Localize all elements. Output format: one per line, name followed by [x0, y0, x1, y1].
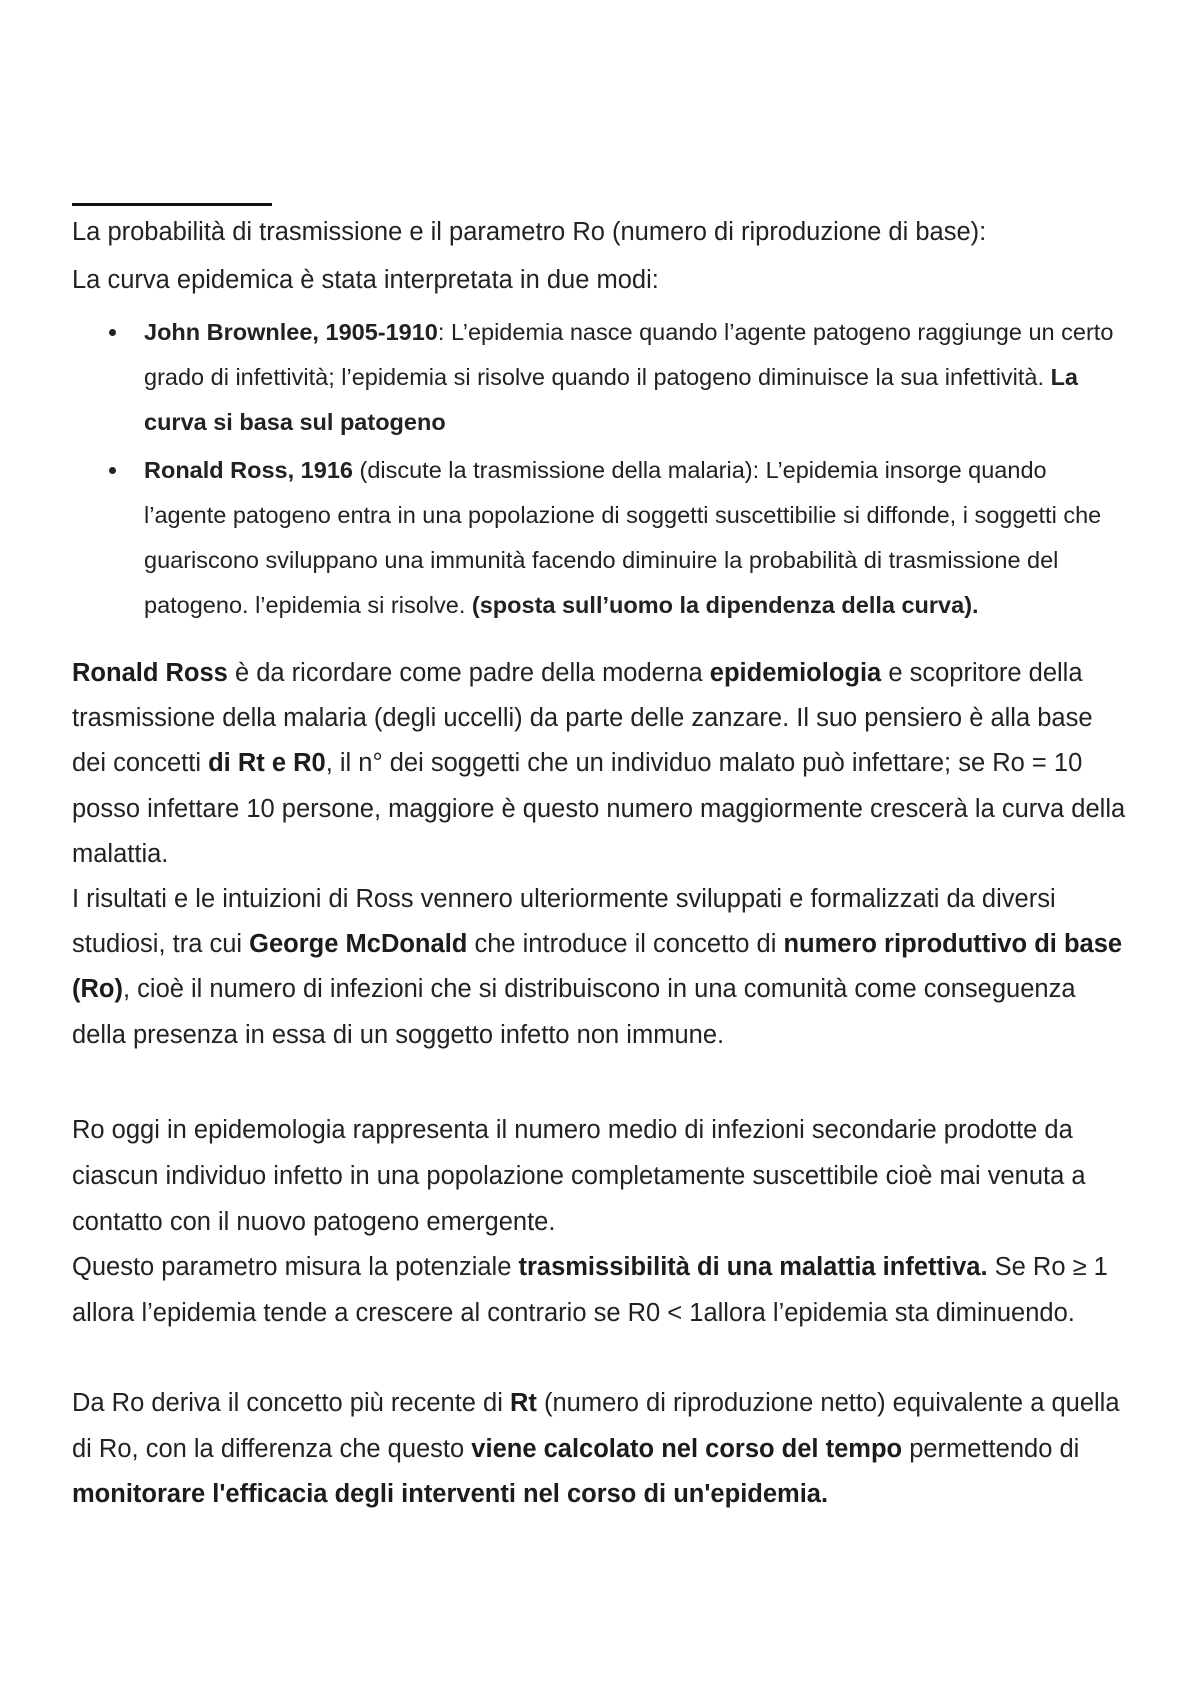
text: che introduce il concetto di	[467, 930, 784, 959]
bold-text: Ronald Ross, 1916	[144, 457, 353, 483]
text: La curva epidemica è stata interpretata in due modi:	[72, 266, 659, 294]
paragraph-ross	[72, 651, 1132, 877]
bold-text: Ronald Ross	[72, 659, 228, 687]
text: , il n° dei soggetti che un individuo malato può infettare; se Ro = 10 posso infettare 10 persone, maggiore è questo numero maggiormente crescerà la curva della malattia.	[72, 749, 1126, 868]
bullet-icon	[109, 467, 116, 474]
paragraph-rt	[72, 1381, 1132, 1518]
paragraph-transmissibility	[72, 1245, 1132, 1336]
bold-text: La curva si basa sul patogeno	[144, 364, 1079, 435]
bold-text: monitorare l'efficacia degli interventi nel corso di un'epidemia.	[72, 1480, 829, 1508]
list-item-text	[144, 319, 1113, 435]
paragraph-ro-definition	[72, 1107, 1132, 1245]
text: , cioè il numero di infezioni che si distribuiscono in una comunità come conseguenza della presenza in essa di un soggetto infetto non immune.	[72, 975, 1076, 1049]
text: Ro oggi in epidemologia rappresenta il numero medio di infezioni secondarie prodotte da ciascun individuo infetto in una popolazione completamente suscettibile cioè mai venuta a contatto con il nuovo patogeno emergente.	[72, 1116, 1086, 1236]
list-item-brownlee	[72, 310, 1132, 445]
interpretation-list	[72, 310, 1132, 628]
bold-text: (sposta sull’uomo la dipendenza della curva).	[471, 592, 979, 618]
text: (numero di riproduzione netto) equivalente a quella di Ro, con la differenza che questo	[72, 1389, 1120, 1463]
text: permettendo di	[902, 1434, 1080, 1463]
bold-text: Rt	[509, 1389, 537, 1417]
bold-text: viene calcolato nel corso del tempo	[471, 1434, 903, 1463]
list-item-ross	[72, 448, 1132, 628]
text: Da Ro deriva il concetto più recente di	[72, 1389, 510, 1417]
list-item-text	[144, 457, 1101, 618]
text: (discute la trasmissione della malaria): L’epidemia insorge quando l’agente patogeno entra in una popolazione di soggetti suscettibilie si diffonde, i soggetti che guariscono sviluppano una immunità facendo diminuire la probabilità di trasmissione del patogeno. l’epidemia si risolve.	[144, 457, 1102, 618]
text: I risultati e le intuizioni di Ross vennero ulteriormente sviluppati e formalizzati da diversi studiosi, tra cui	[72, 885, 1056, 959]
intro-line-subtitle	[72, 256, 1132, 305]
section-divider-rule	[72, 203, 272, 206]
text: è da ricordare come padre della moderna	[227, 659, 710, 687]
paragraph-mcdonald	[72, 877, 1132, 1058]
bold-text: di Rt e R0	[208, 749, 326, 778]
text: e scopritore della trasmissione della malaria (degli uccelli) da parte delle zanzare. Il suo pensiero è alla base dei concetti	[72, 659, 1093, 778]
bold-text: epidemiologia	[709, 659, 882, 687]
bold-text: John Brownlee, 1905-1910	[144, 319, 438, 345]
text: Questo parametro misura la potenziale	[72, 1253, 519, 1281]
text: : L’epidemia nasce quando l’agente patogeno raggiunge un certo grado di infettività; l’epidemia si risolve quando il patogeno diminuisce la sua infettività.	[144, 319, 1114, 390]
bold-text: George McDonald	[249, 930, 468, 959]
text: Se Ro ≥ 1 allora l’epidemia tende a crescere al contrario se R0 < 1allora l’epidemia sta diminuendo.	[72, 1253, 1108, 1327]
intro-line-title	[72, 208, 1132, 257]
bold-text: trasmissibilità di una malattia infettiva.	[518, 1253, 988, 1281]
bullet-icon	[109, 329, 116, 336]
bold-text: numero riproduttivo di base (Ro)	[72, 930, 1123, 1004]
text: La probabilità di trasmissione e il parametro Ro (numero di riproduzione di base):	[72, 218, 987, 246]
